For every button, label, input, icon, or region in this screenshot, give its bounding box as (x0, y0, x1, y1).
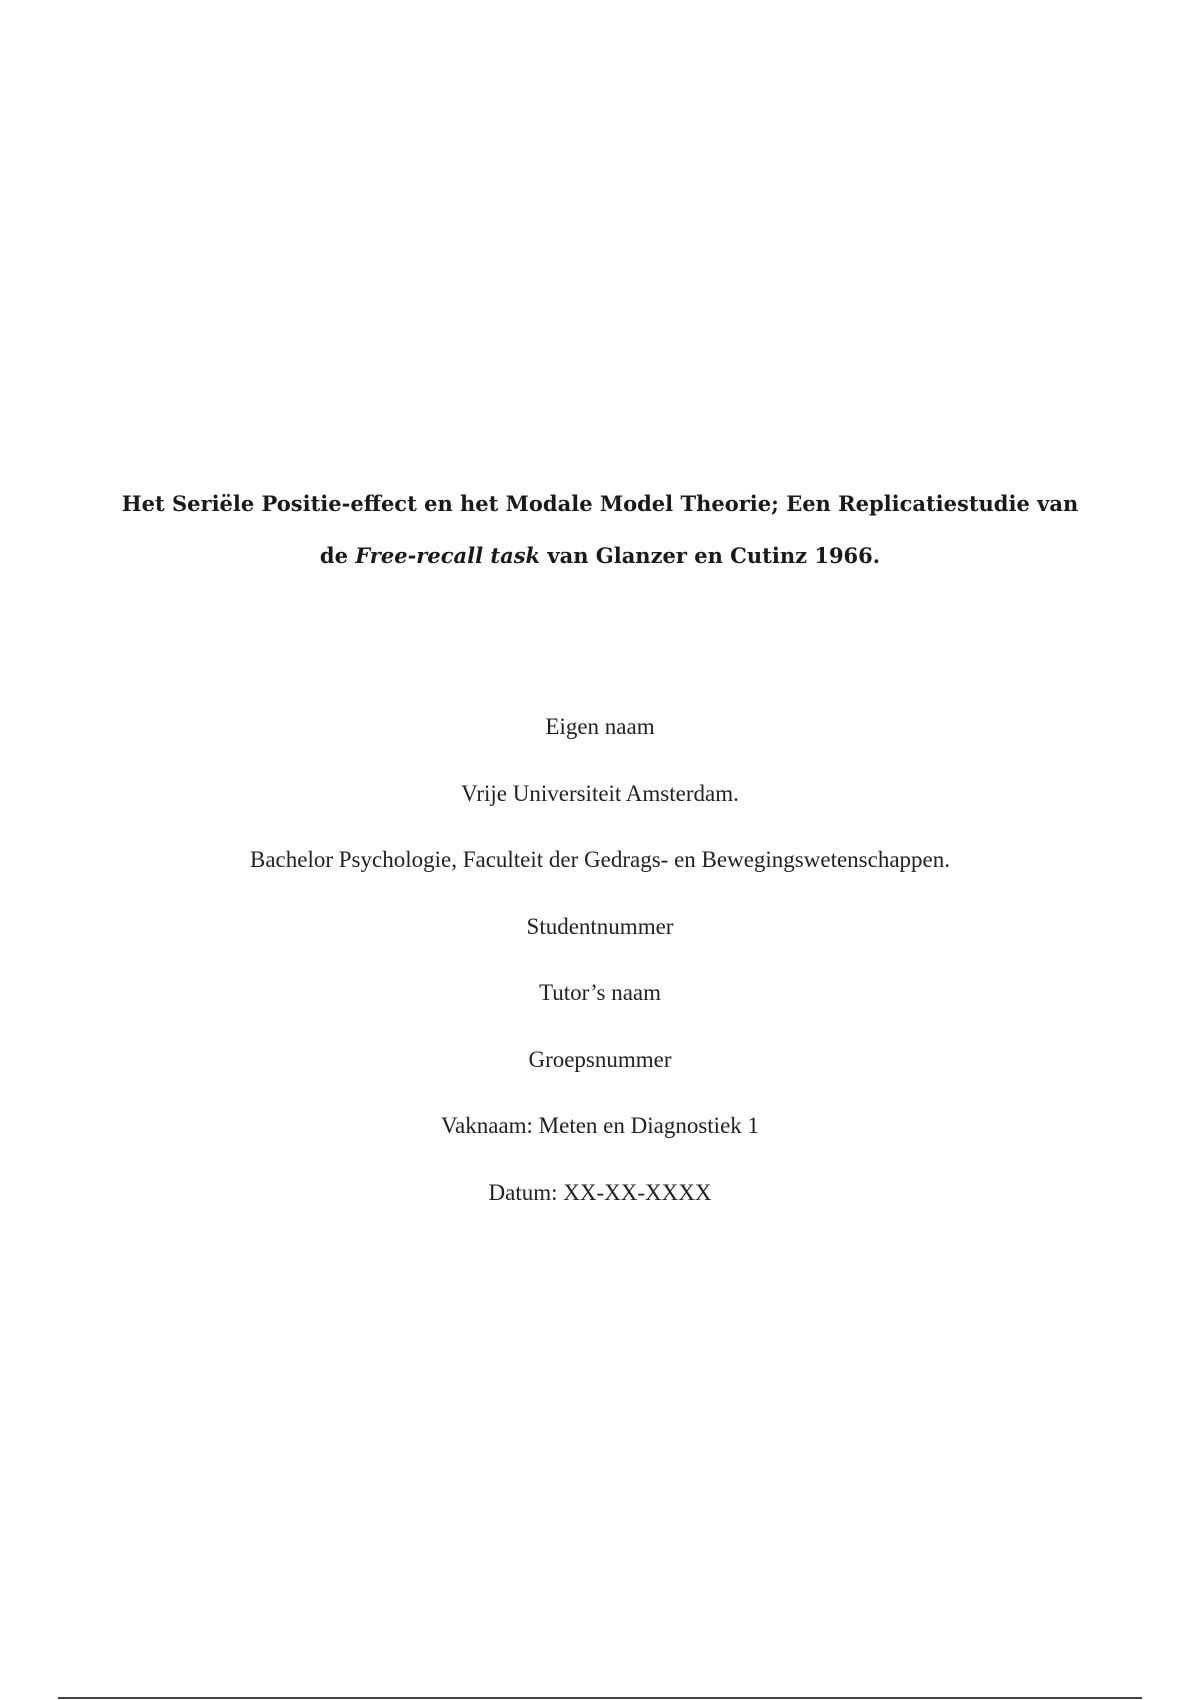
document-title (100, 478, 1100, 582)
program-faculty: Bachelor Psychologie, Faculteit der Gedrags- en Bewegingswetenschappen. (249, 847, 950, 872)
title-line-2-prefix: de (319, 543, 356, 568)
title-line-1: Het Seriële Positie-effect en het Modale Model Theorie; Een Replicatiestudie van (121, 491, 1079, 516)
course-name: Vaknaam: Meten en Diagnostiek 1 (440, 1113, 760, 1138)
title-page-details (100, 712, 1100, 1244)
university-name: Vrije Universiteit Amsterdam. (461, 780, 739, 806)
tutor-name: Tutor’s naam (538, 980, 662, 1005)
page-bottom-divider (58, 1697, 1142, 1699)
author-name: Eigen naam (545, 714, 655, 739)
group-number: Groepsnummer (528, 1046, 672, 1072)
title-italic-phrase: Free-recall task (355, 543, 541, 568)
student-number: Studentnummer (526, 913, 674, 939)
title-line-2 (100, 530, 1100, 582)
document-date: Datum: XX-XX-XXXX (488, 1179, 712, 1205)
title-line-2-suffix: van Glanzer en Cutinz 1966. (540, 543, 881, 568)
